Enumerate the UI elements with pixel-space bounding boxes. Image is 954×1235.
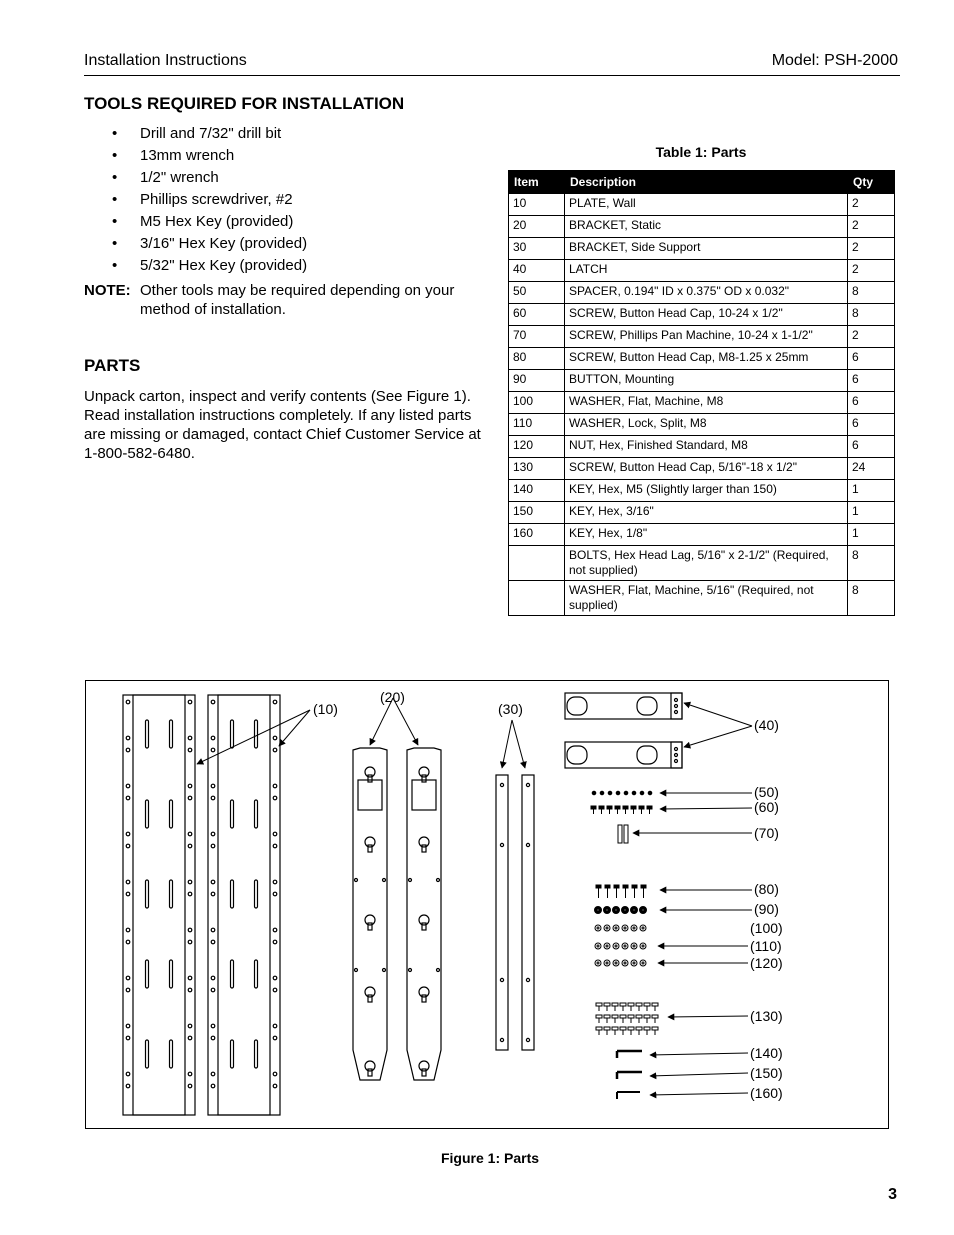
list-item: • Drill and 7/32" drill bit [112, 125, 282, 142]
callout-140: (140) [750, 1045, 783, 1061]
table-row: 10 PLATE, Wall 2 [509, 194, 895, 216]
table-row: 140 KEY, Hex, M5 (Slightly larger than 150) 1 [509, 480, 895, 502]
col-header-description: Description [565, 171, 848, 194]
table-row: 120 NUT, Hex, Finished Standard, M8 6 [509, 436, 895, 458]
table-row: 160 KEY, Hex, 1/8" 1 [509, 524, 895, 546]
header-model: Model: PSH-2000 [771, 52, 898, 69]
col-header-item: Item [509, 171, 565, 194]
parts-paragraph: Unpack carton, inspect and verify contents (See Figure 1). Read installation instructions completely. If any listed parts are missing or damaged, contact Chief Customer Service at 1-800-582-6480. [84, 388, 481, 462]
table-row: 100 WASHER, Flat, Machine, M8 6 [509, 392, 895, 414]
callout-20: (20) [380, 689, 405, 705]
table-row: BOLTS, Hex Head Lag, 5/16" x 2-1/2" (Required, not supplied) 8 [509, 546, 895, 581]
callout-10: (10) [313, 701, 338, 717]
header-title: Installation Instructions [84, 52, 247, 69]
callout-30: (30) [498, 701, 523, 717]
table-title: Table 1: Parts [655, 144, 747, 160]
list-item: • M5 Hex Key (provided) [112, 213, 294, 230]
callout-160: (160) [750, 1085, 783, 1101]
callout-100: (100) [750, 920, 783, 936]
table-row: WASHER, Flat, Machine, 5/16" (Required, not supplied) 8 [509, 581, 895, 616]
side-support-drawing [496, 775, 534, 1050]
table-row: 20 BRACKET, Static 2 [509, 216, 895, 238]
hardware-drawing [591, 791, 658, 1099]
callout-60: (60) [754, 799, 779, 815]
callout-150: (150) [750, 1065, 783, 1081]
parts-figure [85, 680, 889, 1129]
note-label: NOTE: [84, 282, 131, 299]
list-item: • 3/16" Hex Key (provided) [112, 235, 308, 252]
table-row: 40 LATCH 2 [509, 260, 895, 282]
figure-caption: Figure 1: Parts [440, 1150, 540, 1166]
list-item: • 1/2" wrench [112, 169, 219, 186]
callout-40: (40) [754, 717, 779, 733]
table-row: 80 SCREW, Button Head Cap, M8-1.25 x 25mm 6 [509, 348, 895, 370]
callout-110: (110) [750, 938, 782, 954]
tools-heading: TOOLS REQUIRED FOR INSTALLATION [84, 94, 405, 113]
list-item: • 5/32" Hex Key (provided) [112, 257, 308, 274]
tools-list [112, 124, 307, 278]
parts-heading: PARTS [84, 356, 141, 375]
wall-plate-drawing [123, 695, 280, 1115]
header-rule [84, 75, 900, 76]
table-row: 110 WASHER, Lock, Split, M8 6 [509, 414, 895, 436]
wall-plate-holes [126, 700, 277, 1088]
static-bracket-keyholes [355, 767, 440, 1076]
tools-note [84, 281, 484, 319]
callout-70: (70) [754, 825, 779, 841]
page-number: 3 [888, 1186, 897, 1203]
list-item: • Phillips screwdriver, #2 [112, 191, 293, 208]
note-text: Other tools may be required depending on your method of installation. [140, 282, 455, 318]
table-row: 50 SPACER, 0.194" ID x 0.375" OD x 0.032" 8 [509, 282, 895, 304]
callout-120: (120) [750, 955, 783, 971]
static-bracket-drawing [353, 748, 441, 1080]
callout-90: (90) [754, 901, 779, 917]
parts-table [508, 170, 895, 616]
table-row: 70 SCREW, Phillips Pan Machine, 10-24 x 1-1/2" 2 [509, 326, 895, 348]
list-item: • 13mm wrench [112, 147, 235, 164]
table-row: 90 BUTTON, Mounting 6 [509, 370, 895, 392]
table-row: 60 SCREW, Button Head Cap, 10-24 x 1/2" 8 [509, 304, 895, 326]
callout-50: (50) [754, 784, 779, 800]
table-header-row [509, 171, 895, 194]
col-header-qty: Qty [848, 171, 895, 194]
callout-80: (80) [754, 881, 779, 897]
table-row: 150 KEY, Hex, 3/16" 1 [509, 502, 895, 524]
table-row: 130 SCREW, Button Head Cap, 5/16"-18 x 1/2" 24 [509, 458, 895, 480]
callout-130: (130) [750, 1008, 783, 1024]
latch-drawing [565, 693, 682, 768]
table-row: 30 BRACKET, Side Support 2 [509, 238, 895, 260]
